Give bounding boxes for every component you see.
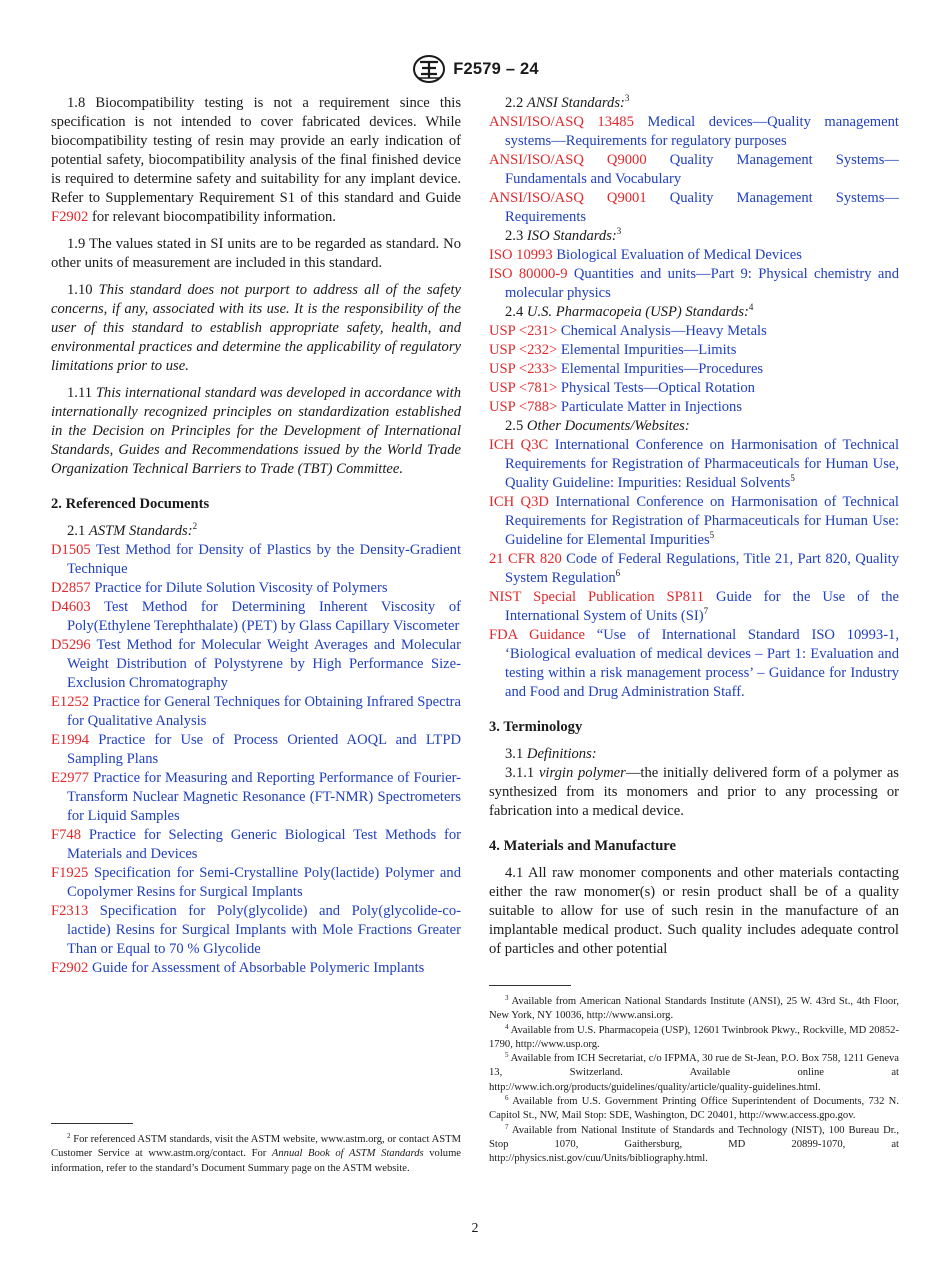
footnotes-right <box>489 995 899 1167</box>
paragraph-1-9: 1.9 The values stated in SI units are to be regarded as standard. No other units of measurement are included in this standard. <box>51 236 461 271</box>
subsection-astm-standards: 2.1 ASTM Standards:$^2$ <box>67 521 198 539</box>
footnote-3: $^3$ Available from American National Standards Institute (ANSI), 25 W. 43rd St., 4th Floor, New York, NY 10036, http://www.ansi.org. <box>489 994 899 1022</box>
footnote-7: $^7$ Available from National Institute of Standards and Technology (NIST), 100 Bureau Dr., Stop 1070, Gaithersburg, MD 20899-1070, at http://physics.nist.gov/cuu/Units/bibliography.html. <box>489 1122 899 1165</box>
iso-reference-list <box>489 246 899 303</box>
subsection-other-documents: 2.5 Other Documents/Websites: <box>505 418 690 434</box>
standard-designation: F2579 – 24 <box>453 59 539 78</box>
reference-item[interactable]: ISO 10993 Biological Evaluation of Medical Devices <box>489 247 802 263</box>
reference-item[interactable]: ICH Q3D International Conference on Harmonisation of Technical Requirements for Registration of Pharmaceuticals for Human Use: Guideline for Elemental Impurities$^5$ <box>489 494 899 548</box>
reference-item[interactable]: USP <231> Chemical Analysis—Heavy Metals <box>489 323 767 339</box>
reference-item[interactable]: ANSI/ISO/ASQ Q9000 Quality Management Systems—Fundamentals and Vocabulary <box>489 152 899 187</box>
definition-virgin-polymer: 3.1.1 virgin polymer—the initially delivered form of a polymer as synthesized from its monomers and prior to any processing or fabrication into a medical device. <box>489 765 899 819</box>
astm-logo-icon <box>411 54 447 84</box>
other-reference-list <box>489 436 899 702</box>
reference-item[interactable]: ICH Q3C International Conference on Harmonisation of Technical Requirements for Registration of Pharmaceuticals for Human Use, Quality Guideline: Impurities: Residual Solvents$^5$ <box>489 437 900 491</box>
section-heading-materials-manufacture: 4. Materials and Manufacture <box>489 838 676 854</box>
reference-item[interactable]: FDA Guidance “Use of International Standard ISO 10993-1, ‘Biological evaluation of medical devices – Part 1: Evaluation and testing within a risk management process’ – Guidance for Industry and Food and Drug Administration Staff. <box>489 627 899 700</box>
page-number: 2 <box>471 1221 479 1236</box>
reference-item[interactable]: USP <788> Particulate Matter in Injections <box>489 399 743 415</box>
reference-item[interactable]: ANSI/ISO/ASQ Q9001 Quality Management Systems—Requirements <box>489 190 899 225</box>
reference-item[interactable]: D4603 Test Method for Determining Inherent Viscosity of Poly(Ethylene Terephthalate) (PET) by Glass Capillary Viscometer <box>51 599 461 634</box>
reference-item[interactable]: USP <781> Physical Tests—Optical Rotation <box>489 380 755 396</box>
reference-item[interactable]: E1252 Practice for General Techniques for Obtaining Infrared Spectra for Qualitative Analysis <box>51 694 461 729</box>
reference-item[interactable]: ISO 80000-9 Quantities and units—Part 9: Physical chemistry and molecular physics <box>489 266 899 301</box>
paragraph-1-11: 1.11 This international standard was developed in accordance with internationally recognized principles on standardization established in the Decision on Principles for the Development of International Standards, Guides and Recommendations issued by the World Trade Organization Technical Barriers to Trade (TBT) Committee. <box>51 385 462 477</box>
reference-item[interactable]: USP <233> Elemental Impurities—Procedures <box>489 361 764 377</box>
reference-item[interactable]: USP <232> Elemental Impurities—Limits <box>489 342 737 358</box>
subsection-definitions: 3.1 Definitions: <box>505 746 597 762</box>
footnote-4: $^4$ Available from U.S. Pharmacopeia (USP), 12601 Twinbrook Pkwy., Rockville, MD 20852-1790, http://www.usp.org. <box>489 1022 899 1050</box>
paragraph-4-1: 4.1 All raw monomer components and other materials contacting either the raw monomer(s) or resin product shall be of a quality suitable to allow for use of such resin in the manufacture of an implantable medical product. Such quality includes adequate control of particles and other potential <box>489 865 899 957</box>
footnote-6: $^6$ Available from U.S. Government Printing Office Superintendent of Documents, 732 N. Capitol St., NW, Mail Stop: SDE, Washington, DC 20401, http://www.access.gpo.gov. <box>489 1094 899 1122</box>
footnote-2: $^2$ For referenced ASTM standards, visit the ASTM website, www.astm.org, or contact ASTM Customer Service at www.astm.org/contact. For Annual Book of ASTM Standards volume information, refer to the standard’s Document Summary page on the ASTM website. <box>51 1132 462 1174</box>
right-column <box>489 94 899 959</box>
paragraph-1-8: 1.8 Biocompatibility testing is not a requirement since this specification is not intended to cover fabricated devices. While biocompatibility testing of resin may provide an early indication of potential safety, biocompatibility analysis of the final finished device is required to determine safety and suitability for any implant device. Refer to Supplementary Requirement S1 of this standard and Guide F2902 for relevant biocompatibility information. <box>51 95 461 225</box>
ansi-reference-list <box>489 113 899 227</box>
reference-item[interactable]: D1505 Test Method for Density of Plastics by the Density-Gradient Technique <box>51 542 461 577</box>
section-heading-terminology: 3. Terminology <box>489 719 583 735</box>
section-heading-referenced-documents: 2. Referenced Documents <box>51 496 210 512</box>
reference-item[interactable]: D5296 Test Method for Molecular Weight Averages and Molecular Weight Distribution of Polystyrene by High Performance Size-Exclusion Chromatography <box>51 637 462 691</box>
footnotes-left <box>51 1133 461 1176</box>
subsection-iso-standards: 2.3 ISO Standards:$^3$ <box>505 226 622 244</box>
footnote-divider-right <box>489 985 571 986</box>
reference-item[interactable]: E2977 Practice for Measuring and Reporting Performance of Fourier-Transform Nuclear Magnetic Resonance (FT-NMR) Spectrometers for Liquid Samples <box>51 770 461 824</box>
reference-item[interactable]: ANSI/ISO/ASQ 13485 Medical devices—Quality management systems—Requirements for regulatory purposes <box>489 114 899 149</box>
reference-item[interactable]: F748 Practice for Selecting Generic Biological Test Methods for Materials and Devices <box>51 827 461 862</box>
subsection-usp-standards: 2.4 U.S. Pharmacopeia (USP) Standards:$^4$ <box>505 302 754 320</box>
footnote-divider-left <box>51 1123 133 1124</box>
page-header <box>0 54 950 84</box>
reference-item[interactable]: 21 CFR 820 Code of Federal Regulations, Title 21, Part 820, Quality System Regulation$^6$ <box>489 551 899 586</box>
usp-reference-list <box>489 322 899 417</box>
reference-item[interactable]: NIST Special Publication SP811 Guide for the Use of the International System of Units (SI)$^7$ <box>489 589 900 624</box>
reference-item[interactable]: F2313 Specification for Poly(glycolide) and Poly(glycolide-co-lactide) Resins for Surgical Implants with Mole Fractions Greater Than or Equal to 70 % Glycolide <box>51 903 461 957</box>
reference-item[interactable]: E1994 Practice for Use of Process Oriented AOQL and LTPD Sampling Plans <box>51 732 461 767</box>
paragraph-1-10: 1.10 This standard does not purport to address all of the safety concerns, if any, associated with its use. It is the responsibility of the user of this standard to establish appropriate safety, health, and environmental practices and determine the applicability of regulatory limitations prior to use. <box>51 282 461 374</box>
footnote-5: $^5$ Available from ICH Secretariat, c/o IFPMA, 30 rue de St-Jean, P.O. Box 758, 1211 Geneva 13, Switzerland. Available online at http://www.ich.org/products/guidelines/quality/article/quality-guidelines.html. <box>489 1051 899 1093</box>
link-f2902[interactable]: F2902 <box>51 209 89 225</box>
subsection-ansi-standards: 2.2 ANSI Standards:$^3$ <box>505 93 630 111</box>
astm-reference-list <box>51 541 461 978</box>
reference-item[interactable]: F2902 Guide for Assessment of Absorbable Polymeric Implants <box>51 960 425 976</box>
reference-item[interactable]: F1925 Specification for Semi-Crystalline Poly(lactide) Polymer and Copolymer Resins for Surgical Implants <box>51 865 461 900</box>
left-column <box>51 94 461 978</box>
reference-item[interactable]: D2857 Practice for Dilute Solution Viscosity of Polymers <box>51 580 388 596</box>
